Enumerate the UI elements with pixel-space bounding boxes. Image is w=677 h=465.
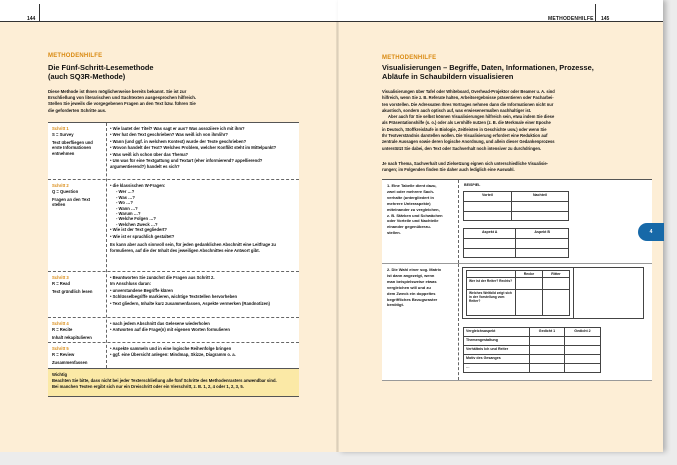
step-item: Es kann aber auch sinnvoll sein, für jeden gedanklichen Abschnitt eine Leitfrage zu formulieren, auf die der Inhalt des jeweiligen Abschnittes eine Antwort gibt. bbox=[110, 242, 276, 253]
kicker: METHODENHILFE bbox=[382, 55, 437, 61]
text-line: zentrale Aussagen sowie deren logische Anordnung, und allein dieser Gedankenprozess bbox=[382, 139, 555, 145]
step-row bbox=[48, 318, 299, 343]
table-header: Ritter bbox=[543, 271, 570, 278]
step-item: • Was weiß ich schon über das Thema? bbox=[110, 151, 189, 157]
step-items bbox=[110, 183, 295, 253]
text-line: akustisch, sondern auch optisch auf, was erwiesenermaßen nachhaltiger ist. bbox=[382, 107, 532, 113]
step-item: • Wie ist er sprachlich gestaltet? bbox=[110, 233, 175, 239]
step-number: Schritt 4 bbox=[52, 321, 69, 326]
table-header: Aspekt B bbox=[516, 229, 569, 239]
matrix-row-label: Welches Weltbild zeigt sich in der Vorstellung vom Reiter? bbox=[467, 290, 516, 316]
example-table-aspects bbox=[463, 228, 569, 258]
step-items bbox=[110, 126, 295, 171]
book-gutter bbox=[336, 22, 339, 452]
text-line: vergleichen will und zu bbox=[387, 284, 431, 290]
step-item: • ggf. eine Übersicht anlegen: Mindmap, Skizze, Diagramm o. a. bbox=[110, 352, 236, 358]
note-title: Wichtig bbox=[52, 372, 68, 377]
step-subitem: - Wo …? bbox=[116, 200, 133, 206]
table-header: Gedicht 2 bbox=[565, 328, 601, 337]
title-line: Visualisierungen – Begriffe, Daten, Informationen, Prozesse, bbox=[382, 63, 594, 72]
note-line: Beachten Sie bitte, dass nicht bei jeder Texterschließung alle fünf Schritte des Methodenrasters anwendbar sind. bbox=[52, 378, 277, 383]
step-description: Text überfliegen und erste Informationen entnehmen bbox=[52, 139, 93, 157]
table-header: Vergleichsaspekt bbox=[464, 328, 530, 337]
step-row bbox=[48, 123, 299, 180]
text-line: Ihr Textverständnis darstellen wollen. Die Visualisierung erfordert eine Reduktion auf bbox=[382, 133, 548, 139]
step-item: • Wie ist der Text gegliedert? bbox=[110, 227, 167, 233]
step-label bbox=[52, 126, 104, 157]
left-page bbox=[0, 0, 338, 452]
text-line: miteinander zu vergleichen, bbox=[387, 206, 440, 212]
method-table bbox=[48, 122, 299, 369]
page-header bbox=[0, 0, 338, 22]
text-line: ist dann angezeigt, wenn bbox=[387, 272, 435, 278]
note-box bbox=[48, 369, 299, 397]
visualization-item-matrix bbox=[382, 264, 652, 381]
step-items bbox=[110, 346, 295, 359]
chapter-tab[interactable]: 4 bbox=[638, 223, 664, 241]
text-line: benötigt. bbox=[387, 302, 404, 308]
step-item: • Aspekte sammeln und in eine logische Reihenfolge bringen bbox=[110, 346, 232, 351]
header-label: METHODENHILFE bbox=[548, 16, 594, 22]
step-code: Q = Question bbox=[52, 188, 79, 194]
step-label bbox=[52, 321, 104, 340]
text-line: z. B. Stärken und Schwächen bbox=[387, 212, 443, 218]
text-line: hilfreich, wenn Sie z. B. Referate halten, Arbeitsergebnisse präsentieren oder Facharbei- bbox=[382, 95, 554, 101]
step-description: Text gründlich lesen bbox=[52, 288, 93, 294]
step-code: R = Recite bbox=[52, 326, 73, 332]
table-header: Gedicht 1 bbox=[530, 328, 565, 337]
step-item: • Antworten auf die Frage(n) mit eigenen Worten formulieren bbox=[110, 327, 230, 333]
page-header bbox=[338, 0, 663, 22]
step-row bbox=[48, 343, 299, 369]
matrix-table bbox=[466, 270, 570, 316]
step-row bbox=[48, 272, 299, 318]
text-line: mehrere Unteraspekte) bbox=[387, 200, 431, 206]
step-number: Schritt 5 bbox=[52, 346, 69, 351]
text-line: unterstützt Sie dabei, den Text oder Sachverhalt noch intensiver zu durchdringen. bbox=[382, 145, 542, 151]
text-line: zwei oder mehrere Sach- bbox=[387, 188, 435, 194]
text-line: die geforderten Schritte aus. bbox=[48, 107, 107, 113]
table-header: Aspekt A bbox=[464, 229, 516, 239]
step-subitem: - Welchen Zweck …? bbox=[116, 221, 158, 227]
text-line: Visualisierungen über Tafel oder Whiteboard, Overhead-Projektor oder Beamer u. A. sind bbox=[382, 89, 555, 94]
step-label bbox=[52, 275, 104, 294]
step-number: Schritt 2 bbox=[52, 183, 69, 188]
step-items bbox=[110, 275, 295, 307]
right-page bbox=[338, 0, 663, 452]
text-line: dem Zweck ein doppeltes bbox=[387, 290, 436, 296]
step-item: Im Anschluss daran: bbox=[110, 281, 152, 287]
text-line: oder Vorteile und Nachteile bbox=[387, 218, 439, 224]
step-code: S = Survey bbox=[52, 131, 74, 137]
table-cell: Motiv des Gesanges bbox=[464, 355, 530, 364]
header-divider bbox=[39, 4, 40, 22]
text-line: 2. Die Wahl einer sog. Matrix bbox=[387, 267, 442, 272]
text-line: einander gegenüberzu- bbox=[387, 224, 432, 230]
page-title bbox=[382, 63, 594, 81]
step-code: R = Read bbox=[52, 280, 71, 286]
step-item: • Wie lautet der Titel? Was sagt er aus? Was assoziiere ich mit ihm? bbox=[110, 126, 245, 131]
step-row bbox=[48, 180, 299, 272]
text-line: als Präsentationshilfe (s. o.) oder als Lernhilfe nutzen (z. B. die Merkmale einer Epoche bbox=[382, 120, 551, 126]
step-subitem: - Wer …? bbox=[116, 189, 135, 195]
table-header: Recke bbox=[516, 271, 543, 278]
kicker: METHODENHILFE bbox=[48, 53, 103, 59]
visualization-item-table bbox=[382, 179, 652, 264]
text-line: ten vorstellen. Die Adressaten Ihres Vortrages nehmen dann die Informationen nicht nur bbox=[382, 101, 554, 107]
page-number: 144 bbox=[27, 16, 36, 22]
text-line: Je nach Thema, Sachverhalt und Zielsetzung eignen sich unterschiedliche Visualisie- bbox=[382, 161, 548, 166]
text-line: Diese Methode ist Ihnen möglicherweise bereits bekannt. Sie ist zur bbox=[48, 89, 187, 94]
step-subitem: - Warum …? bbox=[116, 211, 141, 217]
text-line: rungen; im Folgenden finden Sie daher auch lediglich eine Auswahl. bbox=[382, 167, 515, 173]
step-label bbox=[52, 346, 104, 365]
example-table-pros-cons bbox=[463, 191, 569, 221]
text-line: in Deutsch, Stoffkreisläufe in Biologie, Zeitleisten in Geschichte usw.) oder wenn Sie bbox=[382, 126, 547, 132]
step-item: • Wann (und ggf. in welchem Kontext) wurde der Texte geschrieben? bbox=[110, 138, 247, 144]
step-item: • unverstandene Begriffe klären bbox=[110, 287, 173, 293]
example-label: BEISPIEL bbox=[464, 183, 481, 187]
step-item: • Wovon handelt der Text? Welches Problem, welcher Konflikt steht im Mittelpunkt? bbox=[110, 145, 277, 151]
header-divider bbox=[595, 4, 596, 22]
text-line: stellen. bbox=[387, 230, 401, 236]
matrix-row-label: Wer ist der Reiter? Rechts? bbox=[467, 278, 516, 290]
title-line: (auch SQ3R-Methode) bbox=[48, 72, 126, 81]
text-line: begriffliches Bezugsraster bbox=[387, 296, 438, 302]
table-cell: Themengestaltung bbox=[464, 337, 530, 346]
text-line: Stellen Sie jeweils die vorgegebenen Fragen an den Text bzw. führen Sie bbox=[48, 101, 196, 107]
text-line: 1. Eine Tabelle dient dazu, bbox=[387, 183, 437, 188]
step-description: Inhalt rekapitulieren bbox=[52, 334, 92, 340]
text-line: Aber auch für Sie selbst können Visualisierungen hilfreich sein, etwa indem Sie diese bbox=[388, 114, 555, 120]
step-item: • Wer hat den Text geschrieben? Was weiß ich von ihm/ihr? bbox=[110, 132, 228, 138]
step-number: Schritt 3 bbox=[52, 275, 69, 280]
text-line: verhalte (untergliedert in bbox=[387, 194, 434, 200]
step-item: • nach jedem Abschnitt das Gelesene wiederholen bbox=[110, 321, 210, 326]
table-header: Vorteil bbox=[464, 192, 512, 202]
table-cell: … bbox=[464, 364, 530, 373]
note-line: Bei manchen Texten ergibt sich nur ein Dreischritt oder ein Vierschritt, z. B. 1, 2, 4 oder 1, 2, 3, 5. bbox=[52, 384, 244, 389]
table-header bbox=[467, 271, 516, 278]
step-description: Fragen an den Text stellen bbox=[52, 196, 91, 208]
text-line: man beispielsweise etwas bbox=[387, 278, 437, 284]
title-line: Die Fünf-Schritt-Lesemethode bbox=[48, 63, 154, 72]
page-title bbox=[48, 63, 154, 81]
step-item: • Beantworten Sie zunächst die Fragen aus Schritt 2. bbox=[110, 275, 215, 280]
page-number: 145 bbox=[601, 16, 610, 22]
step-item: • Text gliedern, Inhalte kurz zusammenfassen, Aspekte vermerken (Randnotizen) bbox=[110, 300, 270, 306]
step-item: • die klassischen W-Fragen: bbox=[110, 183, 166, 188]
step-item: • Um was für eine Textgattung und Textart (eher informierend? appellierend? argumentierend?) handelt es sich? bbox=[110, 158, 263, 170]
step-description: Zusammenfassen bbox=[52, 359, 88, 365]
step-label bbox=[52, 183, 104, 208]
comparison-table bbox=[463, 327, 601, 373]
step-subitem: - Wann …? bbox=[116, 205, 138, 211]
intro-paragraph bbox=[48, 89, 308, 114]
text-line: Erschließung von literarischen und Sachtexten ausgesprochen hilfreich. bbox=[48, 95, 197, 101]
step-items bbox=[110, 321, 295, 334]
item-description bbox=[387, 267, 457, 308]
step-number: Schritt 1 bbox=[52, 126, 69, 131]
step-item: • Schlüsselbegriffe markieren, wichtige Textstellen hervorheben bbox=[110, 294, 238, 300]
step-subitem: - Welche Folgen …? bbox=[116, 216, 156, 222]
step-subitem: - Was …? bbox=[116, 194, 135, 200]
item-description bbox=[387, 183, 457, 236]
intro-paragraph-2 bbox=[382, 161, 657, 174]
table-cell: Verhältnis Ich und Reiter bbox=[464, 346, 530, 355]
intro-paragraph bbox=[382, 89, 657, 152]
title-line: Abläufe in Schaubildern visualisieren bbox=[382, 72, 514, 81]
step-code: R = Review bbox=[52, 351, 75, 357]
table-header: Nachteil bbox=[511, 192, 568, 202]
